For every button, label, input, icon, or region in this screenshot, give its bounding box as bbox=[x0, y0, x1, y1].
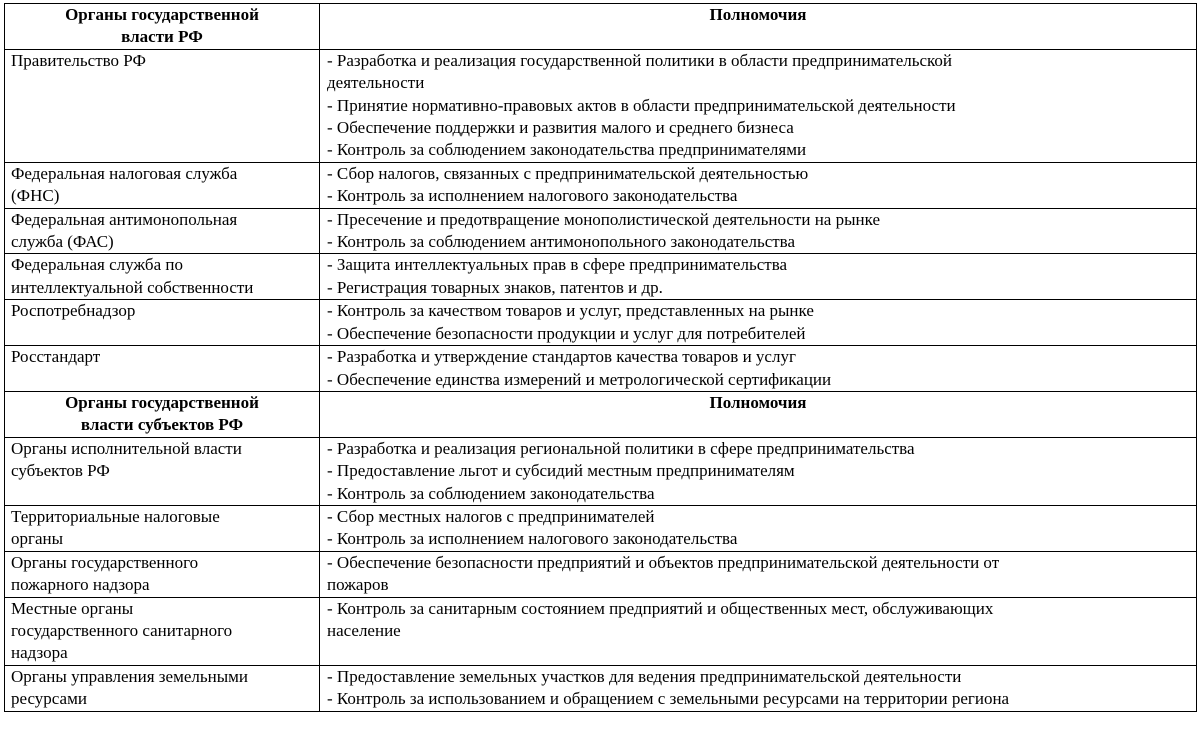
powers-cell bbox=[320, 208, 1197, 254]
header-powers-column bbox=[320, 4, 1197, 50]
organ-name-line: (ФНС) bbox=[11, 186, 60, 206]
power-item: - Контроль за соблюдением антимонопольного законодательства bbox=[327, 232, 796, 252]
power-item: - Разработка и реализация региональной политики в сфере предпринимательства bbox=[327, 438, 915, 458]
header-organ-column bbox=[5, 391, 320, 437]
powers-cell bbox=[320, 597, 1197, 665]
table-row bbox=[5, 162, 1197, 208]
organ-cell bbox=[5, 162, 320, 208]
table-row bbox=[5, 437, 1197, 505]
power-item: - Контроль за качеством товаров и услуг, представленных на рынке bbox=[327, 301, 814, 321]
organ-cell bbox=[5, 208, 320, 254]
organ-name-line: Территориальные налоговые bbox=[11, 506, 220, 526]
header-organ-label-line: власти РФ bbox=[121, 27, 203, 47]
header-organ-label-line: Органы государственной bbox=[65, 392, 259, 412]
organ-name-line: Федеральная служба по bbox=[11, 255, 183, 275]
header-powers-label: Полномочия bbox=[709, 5, 807, 24]
organ-name-line: государственного санитарного bbox=[11, 620, 233, 640]
table-row bbox=[5, 597, 1197, 665]
organ-cell bbox=[5, 346, 320, 392]
powers-cell bbox=[320, 665, 1197, 711]
organ-cell bbox=[5, 597, 320, 665]
power-item: - Предоставление земельных участков для ведения предпринимательской деятельности bbox=[327, 666, 962, 686]
organ-name-line: Местные органы bbox=[11, 598, 134, 618]
power-item: - Контроль за исполнением налогового законодательства bbox=[327, 529, 738, 549]
power-item: - Контроль за санитарным состоянием предприятий и общественных мест, обслуживающих bbox=[327, 598, 994, 618]
table-row bbox=[5, 505, 1197, 551]
section-header-row bbox=[5, 4, 1197, 50]
table-row bbox=[5, 300, 1197, 346]
power-item: - Сбор налогов, связанных с предпринимательской деятельностью bbox=[327, 163, 809, 183]
header-powers-column bbox=[320, 391, 1197, 437]
power-item: - Обеспечение единства измерений и метрологической сертификации bbox=[327, 369, 832, 389]
table-row bbox=[5, 254, 1197, 300]
organ-cell bbox=[5, 49, 320, 162]
organ-name-line: Органы исполнительной власти bbox=[11, 438, 242, 458]
organ-cell bbox=[5, 254, 320, 300]
organ-name-line: Росстандарт bbox=[11, 347, 101, 367]
power-item: пожаров bbox=[327, 575, 389, 595]
powers-cell bbox=[320, 346, 1197, 392]
organ-name-line: Правительство РФ bbox=[11, 50, 146, 70]
organ-name-line: пожарного надзора bbox=[11, 575, 150, 595]
organ-cell bbox=[5, 551, 320, 597]
power-item: население bbox=[327, 620, 401, 640]
table-row bbox=[5, 49, 1197, 162]
organ-name-line: Органы государственного bbox=[11, 552, 199, 572]
power-item: деятельности bbox=[327, 73, 425, 93]
power-item: - Обеспечение безопасности предприятий и объектов предпринимательской деятельности от bbox=[327, 552, 1000, 572]
powers-cell bbox=[320, 300, 1197, 346]
power-item: - Регистрация товарных знаков, патентов и др. bbox=[327, 277, 663, 297]
header-organ-column bbox=[5, 4, 320, 50]
organ-cell bbox=[5, 665, 320, 711]
organ-name-line: служба (ФАС) bbox=[11, 232, 114, 252]
organ-name-line: Органы управления земельными bbox=[11, 666, 248, 686]
power-item: - Контроль за использованием и обращением с земельными ресурсами на территории региона bbox=[327, 689, 1010, 709]
table-row bbox=[5, 665, 1197, 711]
organ-cell bbox=[5, 505, 320, 551]
power-item: - Принятие нормативно-правовых актов в области предпринимательской деятельности bbox=[327, 95, 956, 115]
organ-name-line: Федеральная антимонопольная bbox=[11, 209, 238, 229]
organ-name-line: интеллектуальной собственности bbox=[11, 277, 254, 297]
organ-name-line: Федеральная налоговая служба bbox=[11, 163, 238, 183]
organ-name-line: ресурсами bbox=[11, 689, 87, 709]
organ-name-line: органы bbox=[11, 529, 64, 549]
power-item: - Сбор местных налогов с предпринимателей bbox=[327, 506, 655, 526]
powers-cell bbox=[320, 437, 1197, 505]
power-item: - Контроль за соблюдением законодательства bbox=[327, 483, 655, 503]
power-item: - Предоставление льгот и субсидий местным предпринимателям bbox=[327, 461, 795, 481]
power-item: - Контроль за соблюдением законодательства предпринимателями bbox=[327, 140, 807, 160]
power-item: - Контроль за исполнением налогового законодательства bbox=[327, 186, 738, 206]
table-row bbox=[5, 208, 1197, 254]
powers-table-body bbox=[5, 4, 1197, 712]
header-organ-label-line: власти субъектов РФ bbox=[80, 415, 244, 435]
power-item: - Разработка и реализация государственной политики в области предпринимательской bbox=[327, 50, 953, 70]
header-organ-label-line: Органы государственной bbox=[65, 5, 259, 24]
power-item: - Защита интеллектуальных прав в сфере предпринимательства bbox=[327, 255, 788, 275]
organ-cell bbox=[5, 300, 320, 346]
powers-cell bbox=[320, 254, 1197, 300]
table-row bbox=[5, 551, 1197, 597]
powers-cell bbox=[320, 551, 1197, 597]
powers-table bbox=[4, 3, 1197, 712]
powers-cell bbox=[320, 162, 1197, 208]
power-item: - Разработка и утверждение стандартов качества товаров и услуг bbox=[327, 347, 796, 367]
power-item: - Обеспечение поддержки и развития малого и среднего бизнеса bbox=[327, 118, 794, 138]
powers-cell bbox=[320, 505, 1197, 551]
section-header-row bbox=[5, 391, 1197, 437]
power-item: - Пресечение и предотвращение монополистической деятельности на рынке bbox=[327, 209, 880, 229]
table-row bbox=[5, 346, 1197, 392]
organ-cell bbox=[5, 437, 320, 505]
header-powers-label: Полномочия bbox=[709, 392, 807, 412]
organ-name-line: надзора bbox=[11, 643, 68, 663]
powers-cell bbox=[320, 49, 1197, 162]
organ-name-line: субъектов РФ bbox=[11, 461, 110, 481]
power-item: - Обеспечение безопасности продукции и услуг для потребителей bbox=[327, 323, 806, 343]
organ-name-line: Роспотребнадзор bbox=[11, 301, 136, 321]
